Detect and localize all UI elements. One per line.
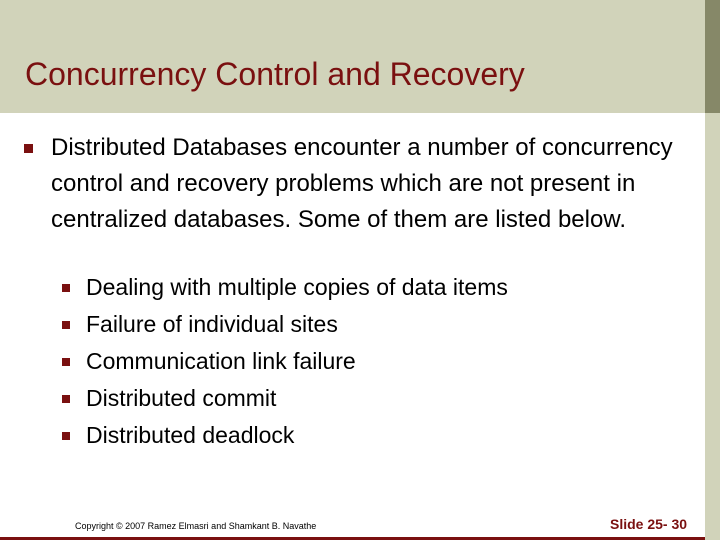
bullet-square-icon	[62, 321, 70, 329]
right-edge-bar	[705, 0, 720, 540]
bullet-square-icon	[62, 284, 70, 292]
list-item-text: Communication link failure	[86, 348, 356, 374]
bullet-square-icon	[24, 144, 33, 153]
bullet-square-icon	[62, 395, 70, 403]
bullet-square-icon	[62, 432, 70, 440]
list-item-text: Distributed deadlock	[86, 422, 295, 448]
list-item	[0, 380, 600, 416]
right-edge-bar-dark	[705, 0, 720, 113]
list-item	[0, 417, 600, 453]
list-item-text: Dealing with multiple copies of data items	[86, 274, 508, 300]
slide-title: Concurrency Control and Recovery	[25, 56, 525, 92]
list-item	[0, 343, 600, 379]
footer-copyright: Copyright © 2007 Ramez Elmasri and Shamkant B. Navathe	[75, 521, 317, 531]
list-item-text: Distributed commit	[86, 385, 277, 411]
list-item-text: Failure of individual sites	[86, 311, 338, 337]
main-bullet-text: Distributed Databases encounter a number of concurrency control and recovery problems which are not present in centralized databases. Some of them are listed below.	[51, 134, 673, 233]
list-item	[0, 306, 600, 342]
list-item	[0, 269, 600, 305]
slide-number: Slide 25- 30	[610, 516, 688, 532]
bullet-square-icon	[62, 358, 70, 366]
